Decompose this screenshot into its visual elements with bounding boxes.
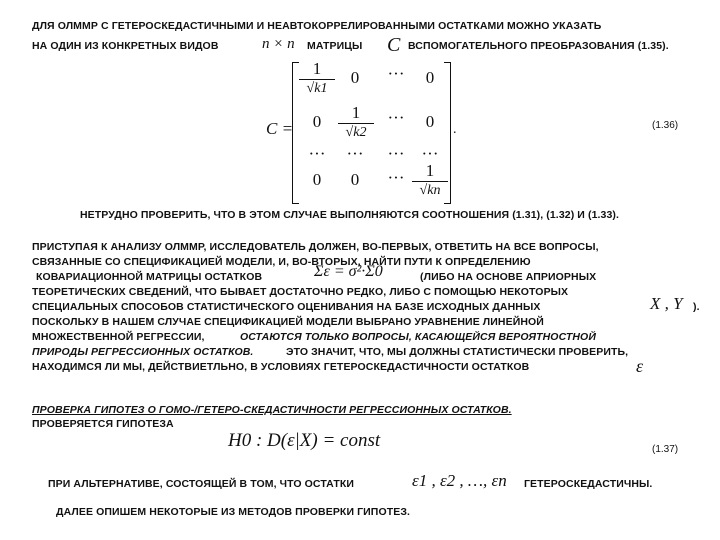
para2-line-5b: ). — [693, 301, 700, 313]
n-times-n-formula: n × n — [262, 36, 295, 52]
intro-line-1: ДЛЯ ОЛММР С ГЕТЕРОСКЕДАСТИЧНЫМИ И НЕАВТОКОРРЕЛИРОВАННЫМИ ОСТАТКАМИ МОЖНО УКАЗАТЬ — [32, 20, 602, 32]
epsilon-symbol: ε — [636, 356, 644, 376]
matrix-cell-4-4: 1 √kn — [410, 162, 450, 199]
para2-line-8b: ЭТО ЗНАЧИТ, ЧТО, МЫ ДОЛЖНЫ СТАТИСТИЧЕСКИ ПРОВЕРИТЬ, — [286, 346, 629, 358]
matrix-cell-2-1: 0 — [312, 112, 322, 131]
matrix-cell-2-2: 1 √k2 — [336, 104, 376, 141]
para2-line-9: НАХОДИМСЯ ЛИ МЫ, ДЕЙСТВИЕТЛЬНО, В УСЛОВИЯХ ГЕТЕРОСКЕДАСТИЧНОСТИ ОСТАТКОВ — [32, 361, 530, 373]
matrix-cell-3-1: ··· — [308, 144, 326, 163]
alternative-text-a: ПРИ АЛЬТЕРНАТИВЕ, СОСТОЯЩЕЙ В ТОМ, ЧТО ОСТАТКИ — [48, 478, 355, 490]
para2-line-4: ТЕОРЕТИЧЕСКИХ СВЕДЕНИЙ, ЧТО БЫВАЕТ ДОСТАТОЧНО РЕДКО, ЛИБО С ПОМОЩЬЮ НЕКОТОРЫХ — [32, 286, 569, 298]
matrix-cell-3-3: ··· — [387, 144, 405, 163]
matrix-cell-1-1: 1 √k1 — [297, 60, 337, 97]
para2-line-8a: ПРИРОДЫ РЕГРЕССИОННЫХ ОСТАТКОВ. — [32, 346, 254, 358]
matrix-cell-1-3: ··· — [387, 64, 405, 83]
para2-line-3b: (ЛИБО НА ОСНОВЕ АПРИОРНЫХ — [420, 271, 597, 283]
matrix-cell-1-4: 0 — [425, 68, 435, 87]
para2-line-1: ПРИСТУПАЯ К АНАЛИЗУ ОЛММР, ИССЛЕДОВАТЕЛЬ ДОЛЖЕН, ВО-ПЕРВЫХ, ОТВЕТИТЬ НА ВСЕ ВОПРОСЫ, — [32, 241, 599, 253]
final-text: ДАЛЕЕ ОПИШЕМ НЕКОТОРЫЕ ИЗ МЕТОДОВ ПРОВЕРКИ ГИПОТЕЗ. — [56, 506, 411, 518]
para2-line-2: СВЯЗАННЫЕ СО СПЕЦИФИКАЦИЕЙ МОДЕЛИ, И, ВО-ВТОРЫХ, НАЙТИ ПУТИ К ОПРЕДЕЛЕНИЮ — [32, 256, 531, 268]
matrix-cell-2-4: 0 — [425, 112, 435, 131]
h0-formula: H0 : D(ε|X) = const — [228, 430, 381, 451]
sigma-formula: Σε = σ²·Σ0 — [314, 263, 383, 280]
para2-line-7b: ОСТАЮТСЯ ТОЛЬКО ВОПРОСЫ, КАСАЮЩЕЙСЯ ВЕРОЯТНОСТНОЙ — [240, 331, 596, 343]
matrix-cell-2-3: ··· — [387, 108, 405, 127]
equation-number-1-37: (1.37) — [652, 444, 679, 455]
equation-number-1-36: (1.36) — [652, 120, 679, 131]
para1-text: НЕТРУДНО ПРОВЕРИТЬ, ЧТО В ЭТОМ СЛУЧАЕ ВЫПОЛНЯЮТСЯ СООТНОШЕНИЯ (1.31), (1.32) И (1.33). — [80, 209, 620, 221]
para2-line-6: ПОСКОЛЬКУ В НАШЕМ СЛУЧАЕ СПЕЦИФИКАЦИЕЙ МОДЕЛИ ВЫБРАНО УРАВНЕНИЕ ЛИНЕЙНОЙ — [32, 316, 544, 328]
matrix-cell-4-3: ··· — [387, 168, 405, 187]
xy-formula: X , Y — [650, 294, 683, 313]
matrix-cell-3-4: ··· — [421, 144, 439, 163]
hypothesis-checked-text: ПРОВЕРЯЕТСЯ ГИПОТЕЗА — [32, 418, 174, 430]
alternative-text-b: ГЕТЕРОСКЕДАСТИЧНЫ. — [524, 478, 653, 490]
intro-line-2b: МАТРИЦЫ — [307, 40, 363, 52]
para2-line-7a: МНОЖЕСТВЕННОЙ РЕГРЕССИИ, — [32, 331, 205, 343]
intro-line-2c: ВСПОМОГАТЕЛЬНОГО ПРЕОБРАЗОВАНИЯ (1.35). — [408, 40, 669, 52]
para2-line-3a: КОВАРИАЦИОННОЙ МАТРИЦЫ ОСТАТКОВ — [36, 271, 263, 283]
epsilon-list-formula: ε1 , ε2 , …, εn — [412, 471, 507, 490]
para2-line-5a: СПЕЦИАЛЬНЫХ СПОСОБОВ СТАТИСТИЧЕСКОГО ОЦЕНИВАНИЯ НА БАЗЕ ИСХОДНЫХ ДАННЫХ — [32, 301, 541, 313]
matrix-cell-4-1: 0 — [312, 170, 322, 189]
matrix-c-symbol: C — [387, 34, 401, 56]
matrix-lhs: C = — [266, 119, 294, 138]
matrix-cell-1-2: 0 — [350, 68, 360, 87]
matrix-trailing-dot: . — [453, 122, 457, 137]
section-heading: ПРОВЕРКА ГИПОТЕЗ О ГОМО-/ГЕТЕРО-СКЕДАСТИЧНОСТИ РЕГРЕССИОННЫХ ОСТАТКОВ. — [32, 404, 512, 416]
intro-line-2a: НА ОДИН ИЗ КОНКРЕТНЫХ ВИДОВ — [32, 40, 219, 52]
matrix-cell-4-2: 0 — [350, 170, 360, 189]
matrix-cell-3-2: ··· — [346, 144, 364, 163]
